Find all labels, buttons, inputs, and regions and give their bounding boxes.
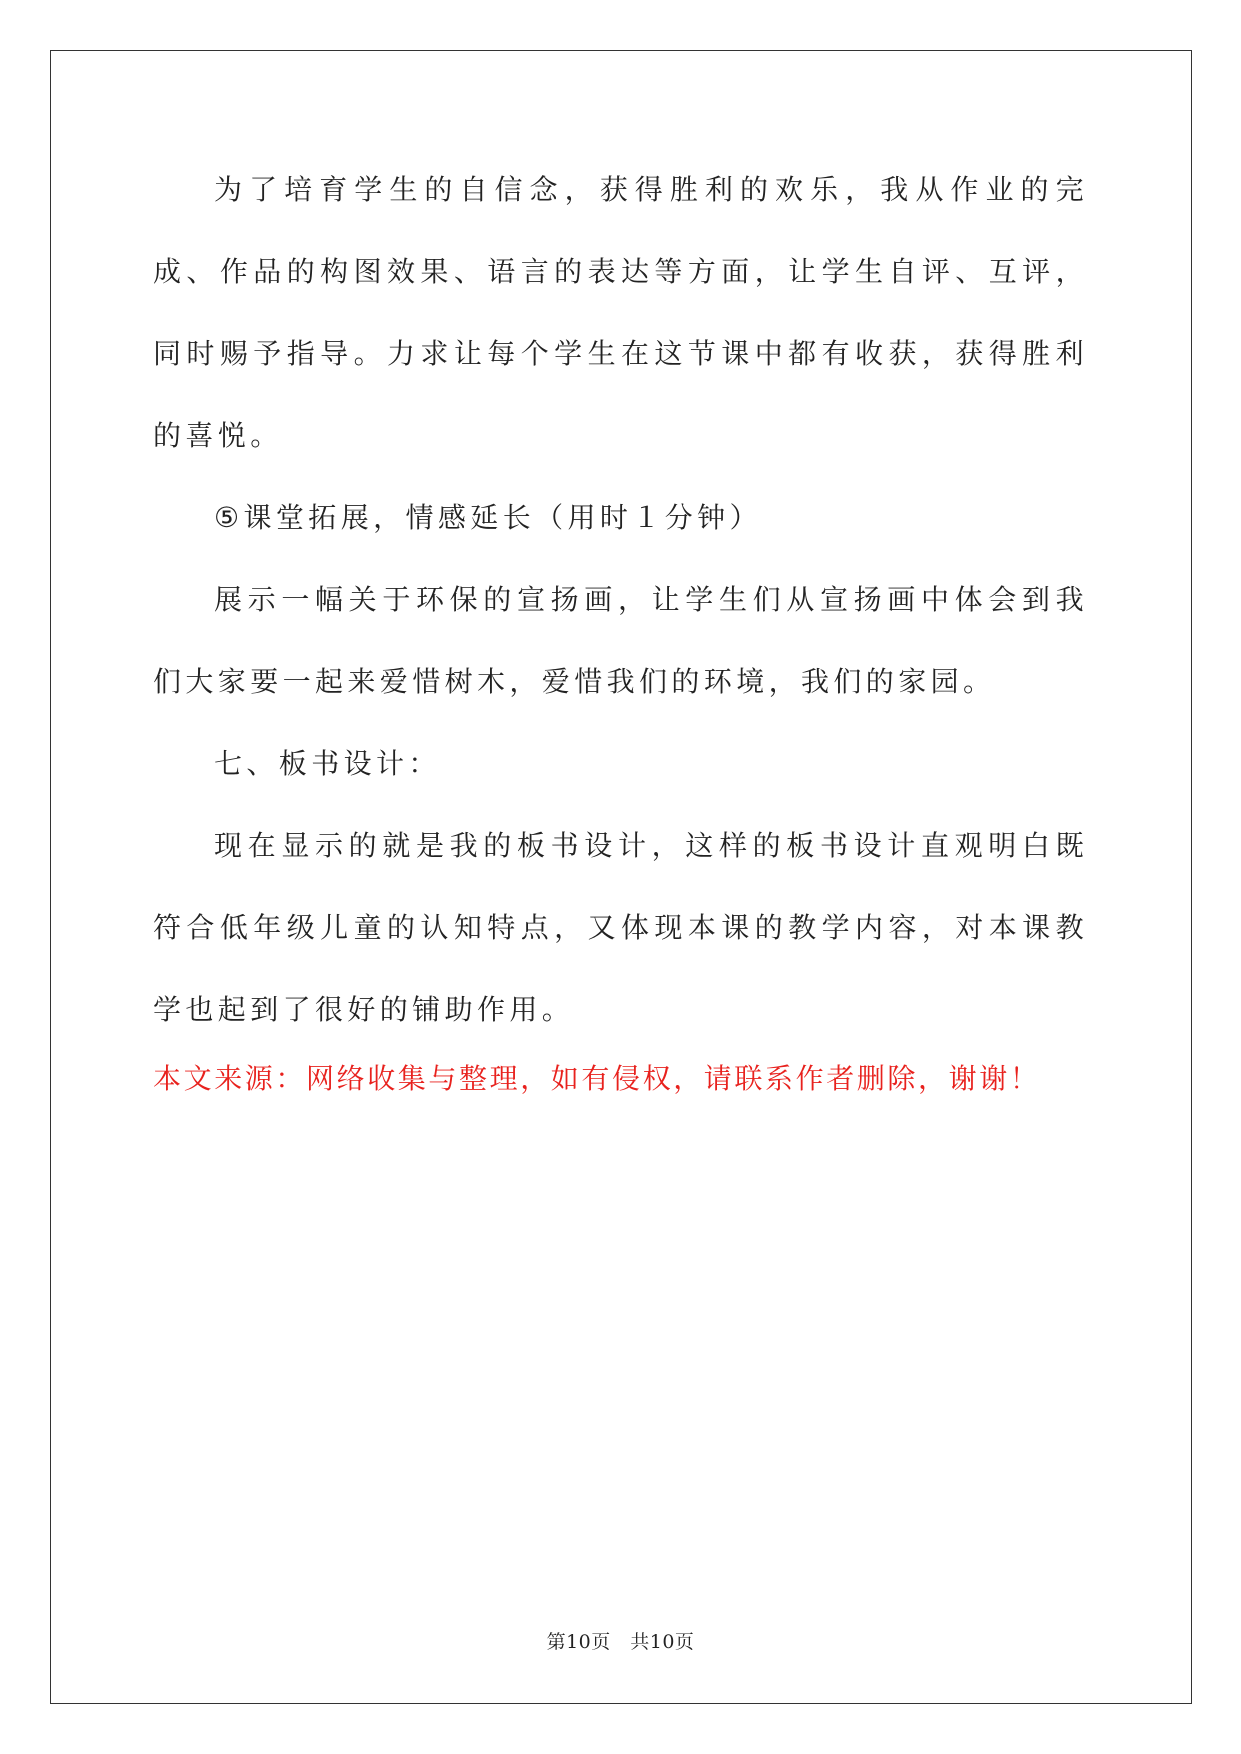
document-body (153, 149, 1088, 1051)
paragraph-self-confidence: 为了培育学生的自信念，获得胜利的欢乐，我从作业的完成、作品的构图效果、语言的表达等方面，让学生自评、互评，同时赐予指导。力求让每个学生在这节课中都有收获，获得胜利的喜悦。 (153, 173, 1088, 452)
paragraph-environment-poster: 展示一幅关于环保的宣扬画，让学生们从宣扬画中体会到我们大家要一起来爱惜树木，爱惜我们的环境，我们的家园。 (153, 583, 1088, 698)
source-disclaimer: 本文来源：网络收集与整理，如有侵权，请联系作者删除，谢谢！ (153, 1062, 1041, 1095)
paragraph-class-extension-heading: ⑤课堂拓展，情感延长（用时１分钟） (214, 501, 762, 534)
paragraph-board-design: 现在显示的就是我的板书设计，这样的板书设计直观明白既符合低年级儿童的认知特点，又体现本课的教学内容，对本课教学也起到了很好的铺助作用。 (153, 829, 1088, 1026)
section-heading-board-design: 七、板书设计： (214, 747, 441, 780)
page-number-footer: 第10页 共10页 (546, 1631, 695, 1653)
